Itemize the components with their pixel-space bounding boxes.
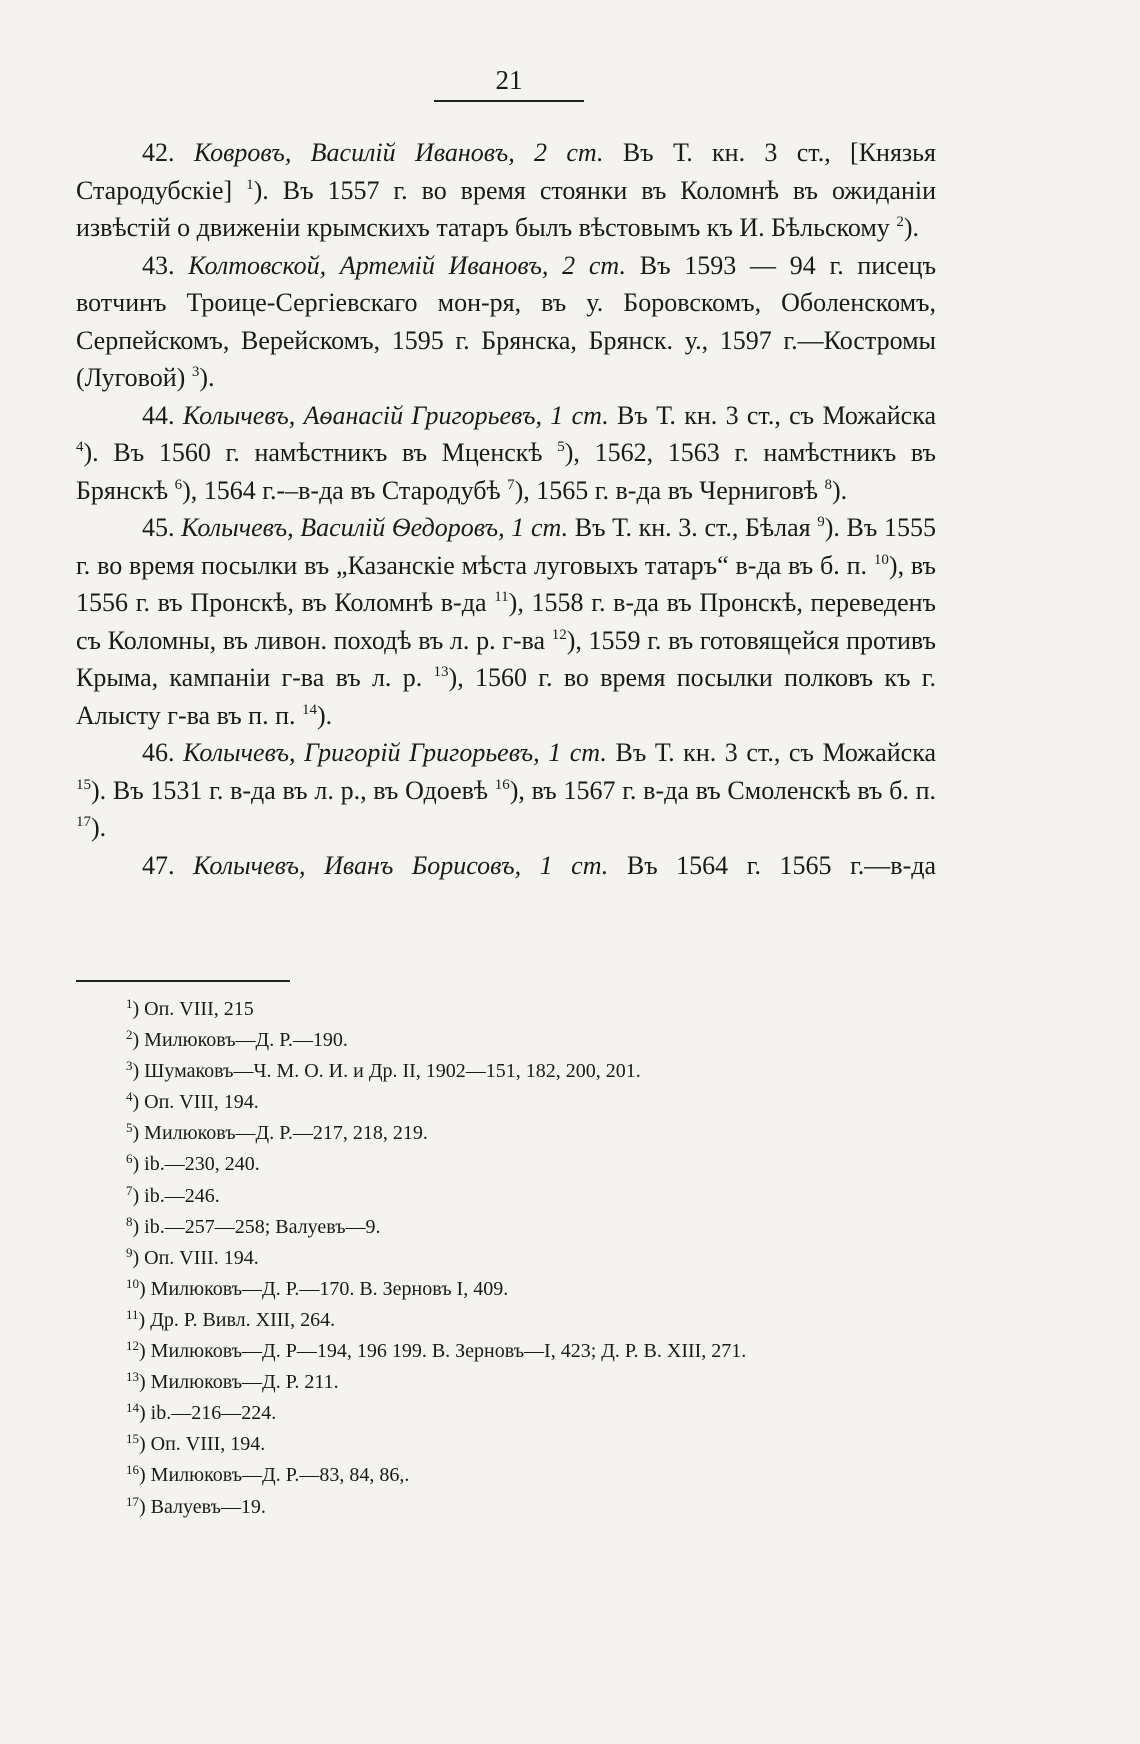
- footnote-text: ) Шумаковъ—Ч. М. О. И. и Др. II, 1902—151, 182, 200, 201.: [132, 1060, 641, 1083]
- page-number: 21: [434, 64, 584, 102]
- footnote-marker: 6: [126, 1151, 133, 1167]
- footnote-item: [76, 1212, 936, 1243]
- footnote-item: [76, 1181, 936, 1212]
- footnote-marker: 7: [126, 1182, 133, 1198]
- footnote-text: ) Милюковъ—Д. Р—194, 196 199. В. Зерновъ—I, 423; Д. Р. В. XIII, 271.: [139, 1340, 747, 1363]
- footnote-reference[interactable]: 7: [507, 476, 515, 493]
- footnote-marker: 16: [126, 1462, 139, 1478]
- footnote-item: [76, 1025, 936, 1056]
- footnote-item: [76, 1429, 936, 1460]
- entry-number: 43.: [142, 250, 189, 280]
- footnote-reference[interactable]: 6: [174, 476, 183, 493]
- entry-44: [76, 397, 936, 510]
- entry-number: 45.: [142, 513, 182, 542]
- footnote-item: [76, 1336, 936, 1367]
- entry-number: 44.: [142, 400, 183, 430]
- footnote-text: ) Оп. VIII. 194.: [132, 1246, 259, 1269]
- entry-number: 42.: [142, 138, 194, 167]
- footnote-text: ) Валуевъ—19.: [139, 1495, 266, 1518]
- entry-person-name: Ковровъ, Василій Ивановъ, 2 ст.: [193, 138, 604, 167]
- entry-text: ), 1559 г. въ готовящейся противъ Крыма, кампаніи г-ва въ л. р.: [76, 625, 936, 692]
- entry-text: ). Въ 1557 г. во время стоянки въ Коломнѣ въ ожиданіи извѣстій о движеніи крымскихъ татаръ былъ вѣстовымъ къ И. Бѣльскому: [76, 175, 936, 242]
- footnote-reference[interactable]: 17: [76, 814, 91, 830]
- entry-text: ), въ 1567 г. в-да въ Смоленскѣ въ б. п.: [509, 775, 936, 805]
- entry-47: [76, 847, 936, 885]
- entry-text: Въ Т. кн. 3. ст., Бѣлая: [568, 513, 818, 542]
- entry-text: ). Въ 1555 г. во время посылки въ „Казанскіе мѣста луговыхъ татаръ“ в-да въ б. п.: [76, 513, 936, 580]
- footnote-text: ) ib.—257—258; Валуевъ—9.: [132, 1215, 381, 1238]
- entry-43: [76, 247, 936, 397]
- footnote-reference[interactable]: 14: [301, 701, 317, 718]
- entry-text: ).: [903, 213, 919, 242]
- footnote-divider: [76, 980, 290, 982]
- entry-person-name: Колычевъ, Аѳанасій Григорьевъ, 1 ст.: [182, 400, 609, 430]
- footnote-reference[interactable]: 13: [433, 664, 449, 680]
- footnote-marker: 2: [126, 1027, 133, 1043]
- footnote-text: ) Милюковъ—Д. Р.—83, 84, 86,.: [139, 1464, 410, 1487]
- footnote-text: ) ib.—216—224.: [139, 1402, 277, 1425]
- footnote-marker: 17: [126, 1493, 139, 1509]
- entry-person-name: Колычевъ, Иванъ Борисовъ, 1 ст.: [193, 850, 609, 880]
- footnote-text: ) Др. Р. Вивл. XIII, 264.: [138, 1308, 336, 1331]
- entry-text: ), въ 1556 г. въ Пронскѣ, въ Коломнѣ в-да: [76, 550, 937, 617]
- entry-person-name: Колычевъ, Василій Ѳедоровъ, 1 ст.: [181, 513, 569, 542]
- entry-number: 46.: [142, 738, 184, 767]
- footnote-item: [76, 1243, 936, 1274]
- footnote-item: [76, 1367, 936, 1398]
- entry-text: ), 1565 г. в-да въ Черниговѣ: [514, 475, 825, 505]
- footnote-text: ) ib.—230, 240.: [132, 1153, 260, 1176]
- entry-text: ).: [91, 813, 107, 842]
- footnote-marker: 9: [126, 1244, 133, 1260]
- footnote-marker: 1: [126, 996, 133, 1011]
- footnote-marker: 4: [126, 1089, 133, 1105]
- entry-person-name: Колтовской, Артемій Ивановъ, 2 ст.: [188, 250, 626, 280]
- footnote-reference[interactable]: 8: [824, 476, 832, 493]
- entry-45: [76, 509, 936, 734]
- footnote-marker: 12: [126, 1338, 139, 1354]
- footnote-reference[interactable]: 1: [246, 176, 254, 193]
- entry-text: ), 1564 г.-–в-да въ Стародубѣ: [182, 475, 508, 505]
- entry-46: [76, 734, 936, 847]
- entry-text: ), 1562, 1563 г. намѣстникъ въ Брянскѣ: [76, 438, 937, 505]
- main-text: [76, 134, 936, 884]
- footnote-text: ) Оп. VIII, 194.: [139, 1433, 266, 1456]
- footnote-text: ) Милюковъ—Д. Р.—190.: [132, 1029, 348, 1052]
- footnote-item: [76, 1398, 936, 1429]
- footnote-item: [76, 1087, 936, 1118]
- footnote-marker: 13: [126, 1369, 139, 1385]
- entry-text: ).: [316, 700, 333, 730]
- footnote-reference[interactable]: 16: [494, 776, 510, 793]
- entry-42: [76, 134, 936, 247]
- entry-text: Въ Т. кн. 3 ст., съ Можайска: [608, 400, 936, 430]
- footnote-item: [76, 994, 936, 1025]
- footnote-marker: 15: [126, 1431, 139, 1447]
- footnote-marker: 5: [126, 1120, 133, 1136]
- entry-text: Въ 1593 — 94 г. писецъ вотчинъ Троице-Сергіевскаго мон-ря, въ у. Боровскомъ, Оболенскомъ, Серпейскомъ, Верейскомъ, 1595 г. Брянска, Брянск. у., 1597 г.—Костромы (Луговой): [76, 250, 937, 392]
- entry-person-name: Колычевъ, Григорій Григорьевъ, 1 ст.: [183, 738, 607, 767]
- entry-text: ).: [199, 363, 215, 392]
- footnote-text: ) Оп. VIII, 194.: [132, 1091, 259, 1114]
- footnote-marker: 3: [126, 1058, 133, 1074]
- entry-text: ), 1560 г. во время посылки полковъ къ г. Алысту г-ва въ п. п.: [76, 663, 936, 730]
- footnote-text: ) Милюковъ—Д. Р.—217, 218, 219.: [132, 1122, 428, 1145]
- footnote-text: ) ib.—246.: [132, 1184, 220, 1207]
- footnote-reference[interactable]: 9: [817, 514, 825, 530]
- entry-text: Въ Т. кн. 3 ст., [Князья Стародубскіе]: [76, 138, 936, 205]
- entry-text: ). Въ 1531 г. в-да въ л. р., въ Одоевѣ: [91, 775, 495, 805]
- footnote-item: [76, 1460, 936, 1491]
- footnote-reference[interactable]: 3: [191, 364, 200, 380]
- entry-text: ).: [831, 475, 848, 505]
- footnote-reference[interactable]: 4: [76, 439, 84, 455]
- footnote-reference[interactable]: 11: [494, 589, 509, 605]
- footnote-reference[interactable]: 10: [873, 551, 889, 568]
- footnote-marker: 14: [126, 1400, 139, 1416]
- footnote-text: ) Милюковъ—Д. Р.—170. В. Зерновъ I, 409.: [139, 1277, 509, 1300]
- footnote-item: [76, 1492, 936, 1523]
- entry-text: Въ 1564 г. 1565 г.—в-да: [608, 850, 936, 880]
- footnote-item: [76, 1149, 936, 1180]
- footnote-marker: 11: [126, 1306, 139, 1322]
- footnote-reference[interactable]: 12: [551, 626, 567, 643]
- footnote-text: ) Милюковъ—Д. Р. 211.: [139, 1371, 339, 1394]
- footnote-item: [76, 1056, 936, 1087]
- footnote-item: [76, 1274, 936, 1305]
- footnote-text: ) Оп. VIII, 215: [132, 998, 254, 1020]
- footnote-reference[interactable]: 2: [896, 214, 904, 230]
- entry-text: ). Въ 1560 г. намѣстникъ въ Мценскѣ: [83, 438, 558, 467]
- entry-text: ), 1558 г. в-да въ Пронскѣ, переведенъ съ Коломны, въ ливон. походѣ въ л. р. г-ва: [76, 588, 936, 655]
- entry-text: Въ Т. кн. 3 ст., съ Можайска: [606, 738, 937, 767]
- footnote-marker: 10: [126, 1275, 139, 1291]
- footnote-item: [76, 1118, 936, 1149]
- footnote-marker: 8: [126, 1213, 133, 1229]
- entry-number: 47.: [142, 850, 194, 880]
- footnote-reference[interactable]: 15: [76, 776, 91, 793]
- footnote-item: [76, 1305, 936, 1336]
- footnote-reference[interactable]: 5: [557, 439, 565, 455]
- footnotes: [76, 994, 936, 1523]
